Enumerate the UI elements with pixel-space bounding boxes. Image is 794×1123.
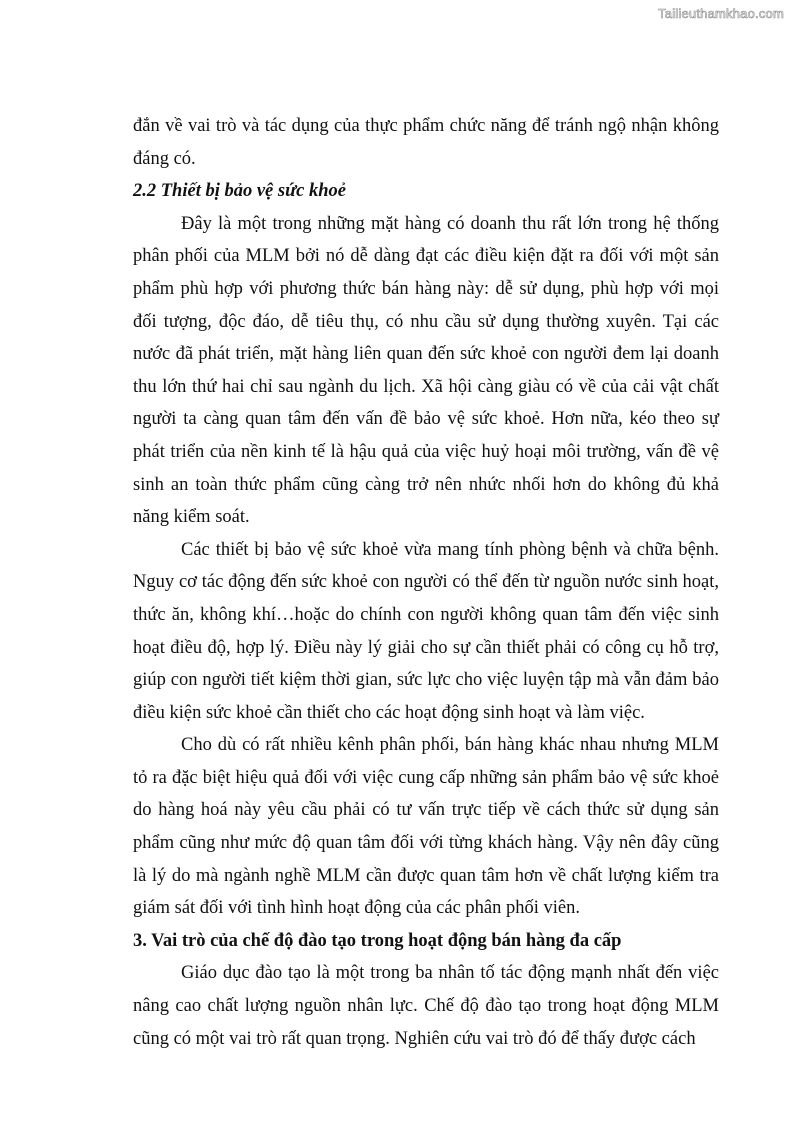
- paragraph-continuation: đắn về vai trò và tác dụng của thực phẩm chức năng để tránh ngộ nhận không đáng có.: [133, 116, 719, 169]
- document-body: [133, 110, 719, 1055]
- section-heading-3: 3. Vai trò của chế độ đào tạo trong hoạt động bán hàng đa cấp: [133, 930, 622, 951]
- paragraph-1: Đây là một trong những mặt hàng có doanh thu rất lớn trong hệ thống phân phối của MLM bởi nó dễ dàng đạt các điều kiện đặt ra đối với một sản phẩm phù hợp với phương thức bán hàng này: dễ sử dụng, phù hợp với mọi đối tượng, độc đáo, dễ tiêu thụ, có nhu cầu sử dụng thường xuyên. Tại các nước đã phát triển, mặt hàng liên quan đến sức khoẻ con người đem lại doanh thu lớn thứ hai chỉ sau ngành du lịch. Xã hội càng giàu có về của cải vật chất người ta càng quan tâm đến vấn đề bảo vệ sức khoẻ. Hơn nữa, kéo theo sự phát triển của nền kinh tế là hậu quả của việc huỷ hoại môi trường, vấn đề vệ sinh an toàn thức phẩm cũng càng trở nên nhức nhối hơn do không đủ khả năng kiểm soát.: [133, 213, 719, 528]
- section-heading-2-2: 2.2 Thiết bị bảo vệ sức khoẻ: [133, 181, 347, 202]
- paragraph-3: Cho dù có rất nhiều kênh phân phối, bán hàng khác nhau nhưng MLM tỏ ra đặc biệt hiệu quả đối với việc cung cấp những sản phẩm bảo vệ sức khoẻ do hàng hoá này yêu cầu phải có tư vấn trực tiếp về cách thức sử dụng sản phẩm cũng như mức độ quan tâm đối với từng khách hàng. Vậy nên đây cũng là lý do mà ngành nghề MLM cần được quan tâm hơn về chất lượng kiểm tra giám sát đối với tình hình hoạt động của các phân phối viên.: [133, 735, 719, 919]
- paragraph-2: Các thiết bị bảo vệ sức khoẻ vừa mang tính phòng bệnh và chữa bệnh. Nguy cơ tác động đến sức khoẻ con người có thể đến từ nguồn nước sinh hoạt, thức ăn, không khí…hoặc do chính con người không quan tâm đến việc sinh hoạt điều độ, hợp lý. Điều này lý giải cho sự cần thiết phải có công cụ hỗ trợ, giúp con người tiết kiệm thời gian, sức lực cho việc luyện tập mà vẫn đảm bảo điều kiện sức khoẻ cần thiết cho các hoạt động sinh hoạt và làm việc.: [133, 539, 719, 723]
- paragraph-4: Giáo dục đào tạo là một trong ba nhân tố tác động mạnh nhất đến việc nâng cao chất lượng nguồn nhân lực. Chế độ đào tạo trong hoạt động MLM cũng có một vai trò rất quan trọng. Nghiên cứu vai trò đó để thấy được cách: [133, 963, 719, 1049]
- watermark: Tailieuthamkhao.com: [658, 6, 784, 21]
